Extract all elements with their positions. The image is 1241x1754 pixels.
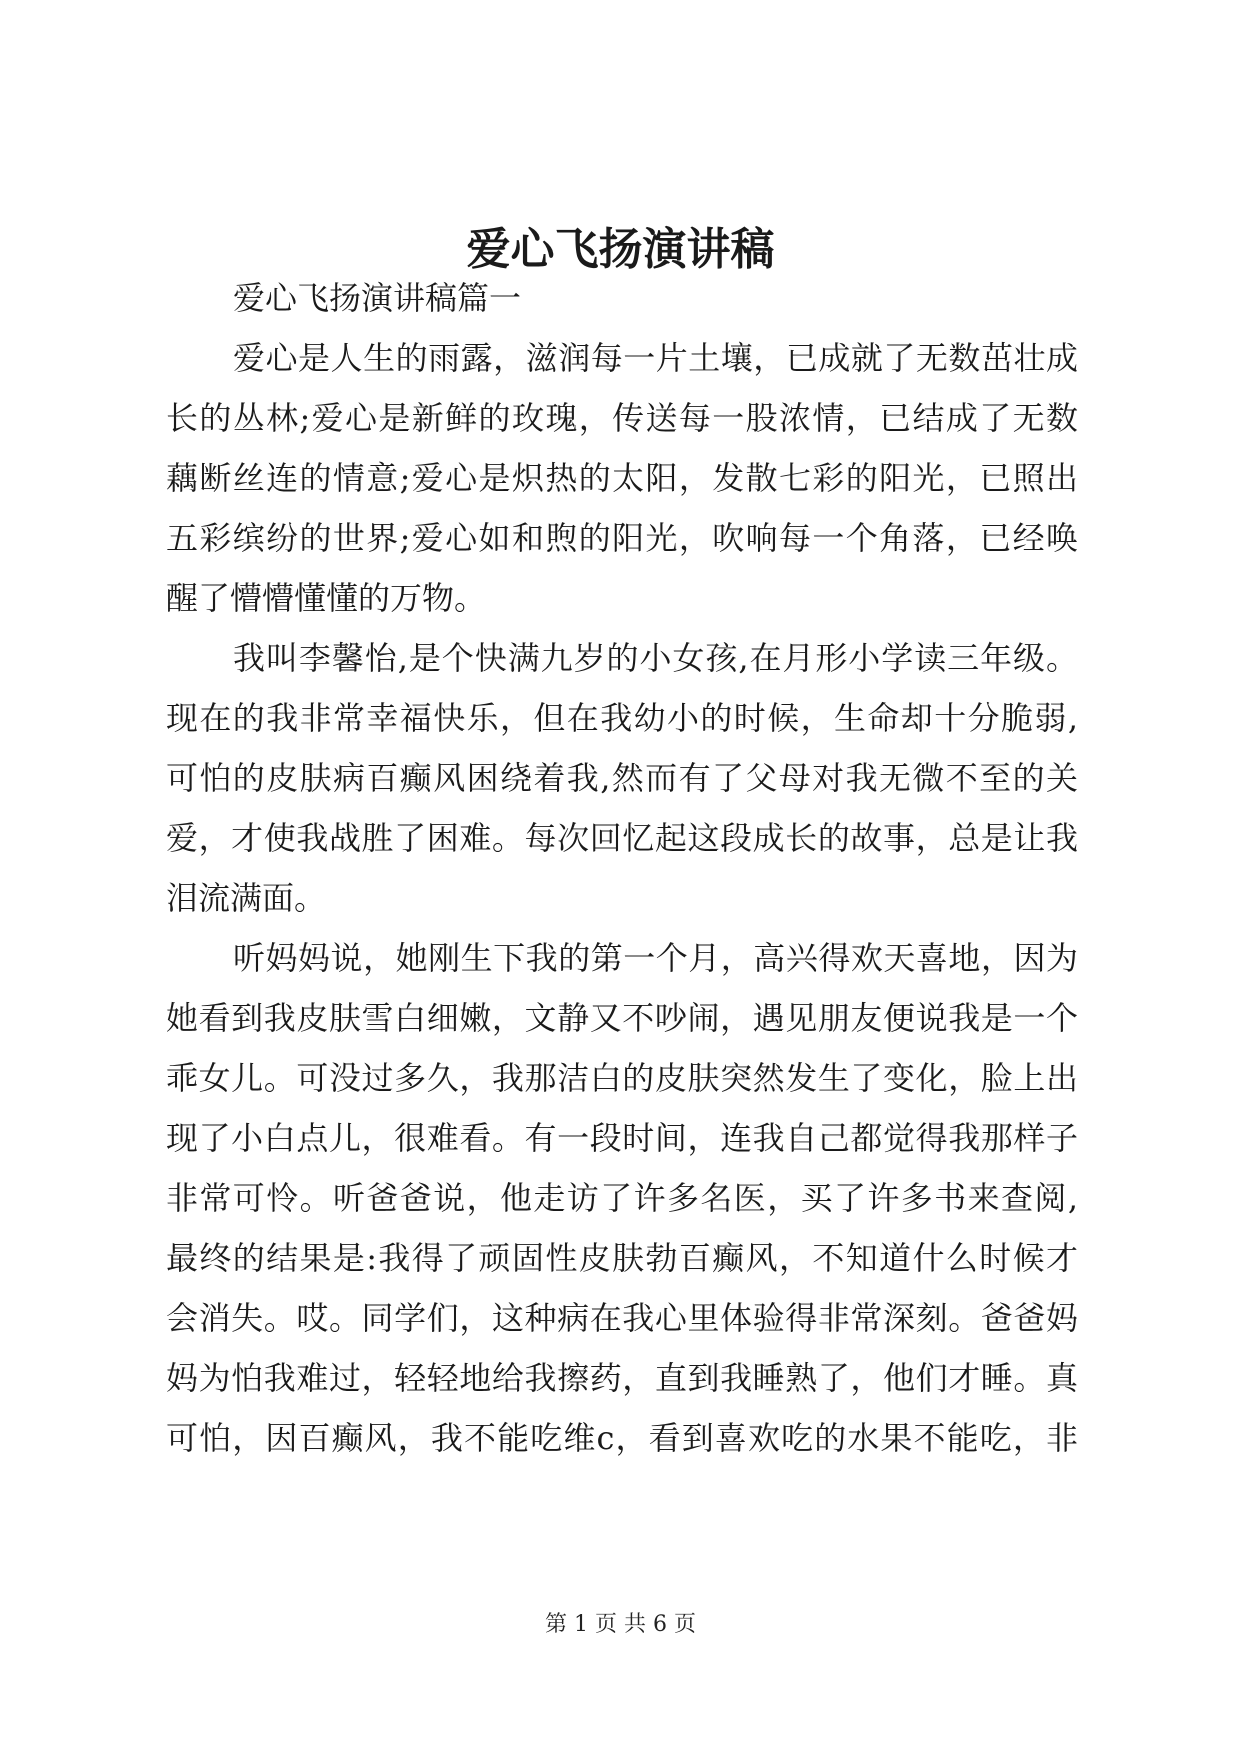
- paragraph-line: 乖女儿。可没过多久，我那洁白的皮肤突然发生了变化，脸上出: [166, 1059, 1078, 1097]
- page-number: 第 1 页 共 6 页: [545, 1612, 696, 1637]
- paragraph-line: 会消失。哎。同学们，这种病在我心里体验得非常深刻。爸爸妈: [166, 1299, 1078, 1337]
- paragraph-line: 爱心是人生的雨露，滋润每一片土壤，已成就了无数茁壮成: [233, 339, 1078, 377]
- subtitle-line: 爱心飞扬演讲稿篇一: [233, 279, 522, 317]
- paragraph-line: 最终的结果是:我得了顽固性皮肤勃百癫风，不知道什么时候才: [166, 1239, 1078, 1277]
- paragraph-line: 爱，才使我战胜了困难。每次回忆起这段成长的故事，总是让我: [166, 819, 1078, 857]
- paragraph-line: 我叫李馨怡,是个快满九岁的小女孩,在月形小学读三年级。: [233, 639, 1078, 677]
- paragraph-line: 五彩缤纷的世界;爱心如和煦的阳光，吹响每一个角落，已经唤: [166, 519, 1078, 557]
- paragraph-line: 非常可怜。听爸爸说，他走访了许多名医，买了许多书来查阅,: [166, 1179, 1078, 1217]
- paragraph-line: 听妈妈说，她刚生下我的第一个月，高兴得欢天喜地，因为: [233, 939, 1078, 977]
- paragraph-line: 泪流满面。: [166, 879, 327, 917]
- paragraph-line: 她看到我皮肤雪白细嫩，文静又不吵闹，遇见朋友便说我是一个: [166, 999, 1078, 1037]
- paragraph-line: 可怕，因百癫风，我不能吃维c，看到喜欢吃的水果不能吃，非: [166, 1419, 1078, 1457]
- paragraph-line: 现了小白点儿，很难看。有一段时间，连我自己都觉得我那样子: [166, 1119, 1078, 1157]
- paragraph-line: 醒了懵懵懂懂的万物。: [166, 579, 487, 617]
- paragraph-line: 现在的我非常幸福快乐，但在我幼小的时候，生命却十分脆弱,: [166, 699, 1078, 737]
- document-body: [166, 268, 1078, 1468]
- document-title: 爱心飞扬演讲稿: [466, 224, 775, 275]
- paragraph-line: 藕断丝连的情意;爱心是炽热的太阳，发散七彩的阳光，已照出: [166, 459, 1078, 497]
- paragraph-line: 长的丛林;爱心是新鲜的玫瑰，传送每一股浓情，已结成了无数: [166, 399, 1078, 437]
- paragraph-line: 可怕的皮肤病百癫风困绕着我,然而有了父母对我无微不至的关: [166, 759, 1078, 797]
- paragraph-line: 妈为怕我难过，轻轻地给我擦药，直到我睡熟了，他们才睡。真: [166, 1359, 1078, 1397]
